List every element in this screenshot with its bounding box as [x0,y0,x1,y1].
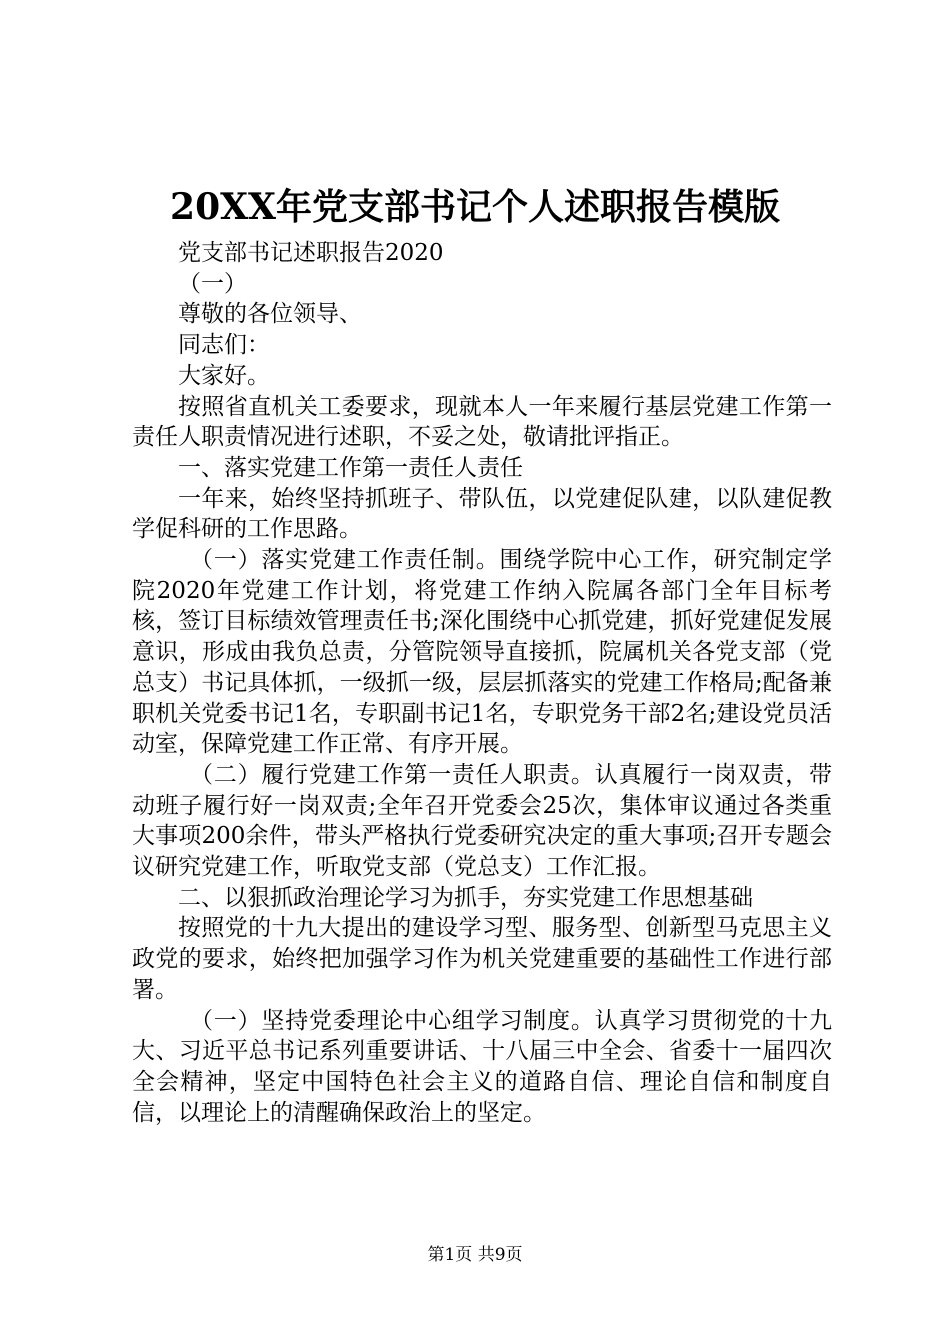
section-heading-1: 一、落实党建工作第一责任人责任 [178,454,523,481]
paragraph-intro: 按照省直机关工委要求，现就本人一年来履行基层党建工作第一责任人职责情况进行述职，不妥之处，敬请批评指正。 [132,393,832,451]
paragraph-body: 按照党的十九大提出的建设学习型、服务型、创新型马克思主义政党的要求，始终把加强学习作为机关党建重要的基础性工作进行部署。 [132,915,832,1003]
paragraph-greeting: 大家好。 [178,362,270,389]
paragraph-body: （一）落实党建工作责任制。围绕学院中心工作，研究制定学院2020年党建工作计划，将党建工作纳入院属各部门全年目标考核，签订目标绩效管理责任书;深化围绕中心抓党建，抓好党建促发展意识，形成由我负总责，分管院领导直接抓，院属机关各党支部（党总支）书记具体抓，一级抓一级，层层抓落实的党建工作格局;配备兼职机关党委书记1名，专职副书记1名，专职党务干部2名;建设党员活动室，保障党建工作正常、有序开展。 [132,547,832,758]
document-title: 20XX年党支部书记个人述职报告模版 [170,186,780,228]
page-number-footer: 第1页 共9页 [427,1245,523,1265]
paragraph-body: （一）坚持党委理论中心组学习制度。认真学习贯彻党的十九大、习近平总书记系列重要讲话、十八届三中全会、省委十一届四次全会精神，坚定中国特色社会主义的道路自信、理论自信和制度自信，以理论上的清醒确保政治上的坚定。 [132,1007,832,1126]
document-body [132,238,832,1128]
paragraph-body: （二）履行党建工作第一责任人职责。认真履行一岗双责，带动班子履行好一岗双责;全年召开党委会25次，集体审议通过各类重大事项200余件，带头严格执行党委研究决定的重大事项;召开专题会议研究党建工作，听取党支部（党总支）工作汇报。 [132,761,832,881]
paragraph-part-number: （一） [178,270,247,297]
paragraph-salutation: 尊敬的各位领导、 [178,301,362,328]
paragraph-body: 一年来，始终坚持抓班子、带队伍，以党建促队建，以队建促教学促科研的工作思路。 [132,485,832,543]
paragraph-subtitle: 党支部书记述职报告2020 [178,240,444,266]
paragraph-salutation-2: 同志们： [178,332,270,359]
section-heading-2: 二、以狠抓政治理论学习为抓手，夯实党建工作思想基础 [178,884,753,911]
